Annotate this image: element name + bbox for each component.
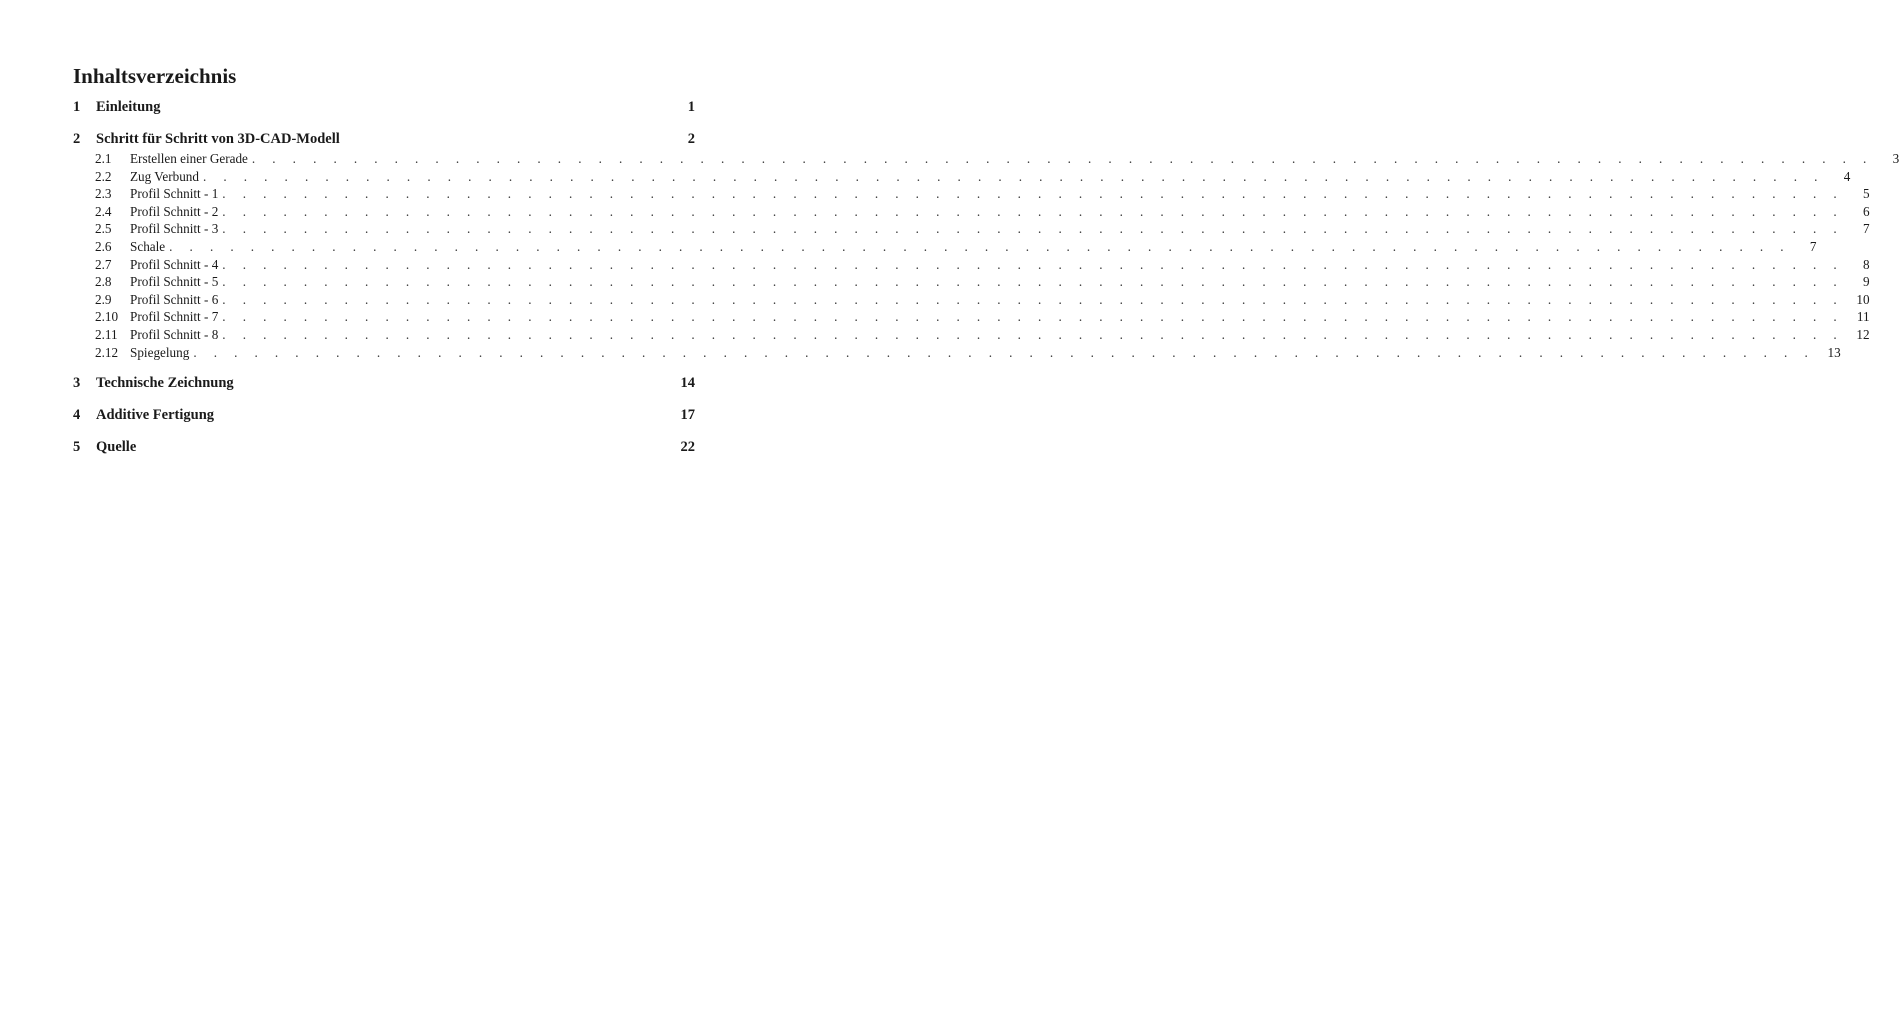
- toc-subsection-title: Profil Schnitt - 5: [130, 274, 219, 290]
- toc-subsection-number: 2.9: [95, 291, 112, 307]
- toc-subsection-page: 9: [1863, 274, 1870, 290]
- toc-subsection-page: 10: [1856, 291, 1870, 307]
- toc-subsection-number: 2.1: [95, 151, 112, 166]
- toc-subsection-page: 4: [1843, 168, 1851, 184]
- toc-dot-leader: . . . . . . . . . . . . . . . . . . . . . . . . . . . . . . . . . . . . . . . . . . . . . . . . . . . . . . . . . . . . . . . . . . . . . . . . . . . . . . . .: [222, 274, 1844, 290]
- toc-subsection-2-8[interactable]: [73, 273, 1870, 291]
- toc-dot-leader: . . . . . . . . . . . . . . . . . . . . . . . . . . . . . . . . . . . . . . . . . . . . . . . . . . . . . . . . . . . . . . . . . . . . . . . . . . . . . . . .: [222, 186, 1844, 202]
- toc-subsection-number: 2.12: [95, 344, 119, 360]
- toc-subsection-2-12[interactable]: [73, 344, 1841, 362]
- document-page: [73, 62, 1899, 457]
- toc-section-title: Additive Fertigung: [96, 407, 215, 424]
- toc-subsection-2-9[interactable]: [73, 291, 1870, 309]
- toc-section-3[interactable]: [73, 374, 695, 393]
- toc-dot-leader: . . . . . . . . . . . . . . . . . . . . . . . . . . . . . . . . . . . . . . . . . . . . . . . . . . . . . . . . . . . . . . . . . . . . . . . . . . . . . . . .: [202, 168, 1825, 184]
- toc-subsection-number: 2.8: [95, 274, 112, 290]
- toc-subsection-2-7[interactable]: [73, 256, 1870, 274]
- toc-subsection-number: 2.5: [95, 221, 112, 237]
- toc-subsection-page: 3: [1892, 151, 1899, 166]
- toc-subsection-2-11[interactable]: [73, 326, 1870, 344]
- toc-subsection-number: 2.2: [95, 168, 112, 184]
- toc-subsection-2-5[interactable]: [73, 220, 1870, 238]
- toc-subsection-page: 13: [1827, 344, 1841, 360]
- toc-dot-leader: . . . . . . . . . . . . . . . . . . . . . . . . . . . . . . . . . . . . . . . . . . . . . . . . . . . . . . . . . . . . . . . . . . . . . . . . . . . . . . . .: [222, 203, 1844, 219]
- toc-subsection-page: 7: [1809, 238, 1817, 254]
- toc-subsection-page: 7: [1863, 221, 1870, 237]
- toc-subsection-number: 2.3: [95, 186, 112, 202]
- toc-section-number: 2: [73, 131, 81, 147]
- toc-section-1[interactable]: [73, 98, 695, 117]
- toc-section-page: 17: [680, 407, 695, 424]
- toc-dot-leader: . . . . . . . . . . . . . . . . . . . . . . . . . . . . . . . . . . . . . . . . . . . . . . . . . . . . . . . . . . . . . . . . . . . . . . . . . . . . . . . .: [222, 309, 1844, 325]
- toc-section-2[interactable]: [73, 130, 695, 149]
- toc-subsection-page: 8: [1863, 256, 1870, 272]
- toc-subsection-title: Profil Schnitt - 6: [130, 291, 219, 307]
- toc-dot-leader: . . . . . . . . . . . . . . . . . . . . . . . . . . . . . . . . . . . . . . . . . . . . . . . . . . . . . . . . . . . . . . . . . . . . . . . . . . . . . . . .: [169, 238, 1791, 254]
- toc-dot-leader: . . . . . . . . . . . . . . . . . . . . . . . . . . . . . . . . . . . . . . . . . . . . . . . . . . . . . . . . . . . . . . . . . . . . . . . . . . . . . . . .: [193, 344, 1815, 360]
- toc-subsection-page: 5: [1863, 186, 1870, 202]
- toc-subsection-2-10[interactable]: [73, 308, 1870, 326]
- toc-section-number: 4: [73, 407, 81, 424]
- toc-section-5[interactable]: [73, 438, 695, 457]
- toc-section-title: Quelle: [96, 439, 137, 456]
- toc-subsection-2-6[interactable]: [73, 238, 1817, 256]
- toc-subsection-number: 2.6: [95, 238, 112, 254]
- toc-dot-leader: . . . . . . . . . . . . . . . . . . . . . . . . . . . . . . . . . . . . . . . . . . . . . . . . . . . . . . . . . . . . . . . . . . . . . . . . . . . . . . . .: [222, 256, 1844, 272]
- toc-dot-leader: . . . . . . . . . . . . . . . . . . . . . . . . . . . . . . . . . . . . . . . . . . . . . . . . . . . . . . . . . . . . . . . . . . . . . . . . . . . . . . . .: [222, 291, 1844, 307]
- toc-section-number: 3: [73, 375, 81, 392]
- toc-section-number: 5: [73, 439, 81, 456]
- toc-subsection-number: 2.10: [95, 309, 119, 325]
- toc-subsection-2-4[interactable]: [73, 203, 1870, 221]
- toc-subsection-number: 2.4: [95, 203, 112, 219]
- toc-subsection-number: 2.7: [95, 256, 112, 272]
- toc-section-number: 1: [73, 99, 81, 115]
- toc-subsection-title: Zug Verbund: [130, 168, 199, 184]
- toc-subsection-page: 6: [1863, 203, 1870, 219]
- toc-subsection-page: 11: [1856, 309, 1870, 325]
- toc-subsection-title: Erstellen einer Gerade: [130, 151, 248, 166]
- toc-dot-leader: . . . . . . . . . . . . . . . . . . . . . . . . . . . . . . . . . . . . . . . . . . . . . . . . . . . . . . . . . . . . . . . . . . . . . . . . . . . . . . . .: [222, 326, 1844, 342]
- toc-list: [73, 98, 1899, 457]
- toc-section-page: 14: [680, 375, 695, 392]
- toc-subsection-title: Profil Schnitt - 1: [130, 186, 219, 202]
- toc-title: Inhaltsverzeichnis: [73, 64, 237, 88]
- toc-subsection-2-1[interactable]: [73, 150, 1899, 168]
- toc-section-title: Einleitung: [96, 99, 161, 115]
- toc-section-page: 1: [687, 99, 695, 115]
- toc-dot-leader: . . . . . . . . . . . . . . . . . . . . . . . . . . . . . . . . . . . . . . . . . . . . . . . . . . . . . . . . . . . . . . . . . . . . . . . . . . . . . . . .: [251, 151, 1874, 166]
- toc-subsection-title: Spiegelung: [130, 344, 190, 360]
- toc-subsection-page: 12: [1856, 326, 1870, 342]
- toc-subsection-group: [73, 150, 1899, 361]
- toc-subsection-title: Profil Schnitt - 8: [130, 326, 219, 342]
- toc-subsection-number: 2.11: [95, 326, 118, 342]
- toc-subsection-title: Profil Schnitt - 4: [130, 256, 219, 272]
- toc-subsection-2-2[interactable]: [73, 168, 1851, 186]
- toc-subsection-title: Schale: [130, 238, 166, 254]
- toc-section-page: 22: [680, 439, 695, 456]
- toc-section-page: 2: [687, 131, 695, 147]
- toc-subsection-title: Profil Schnitt - 2: [130, 203, 219, 219]
- toc-section-4[interactable]: [73, 406, 695, 425]
- toc-subsection-2-3[interactable]: [73, 185, 1870, 203]
- toc-subsection-title: Profil Schnitt - 7: [130, 309, 219, 325]
- toc-dot-leader: . . . . . . . . . . . . . . . . . . . . . . . . . . . . . . . . . . . . . . . . . . . . . . . . . . . . . . . . . . . . . . . . . . . . . . . . . . . . . . . .: [222, 221, 1844, 237]
- toc-section-title: Schritt für Schritt von 3D-CAD-Modell: [96, 131, 340, 147]
- toc-section-title: Technische Zeichnung: [96, 375, 234, 392]
- toc-subsection-title: Profil Schnitt - 3: [130, 221, 219, 237]
